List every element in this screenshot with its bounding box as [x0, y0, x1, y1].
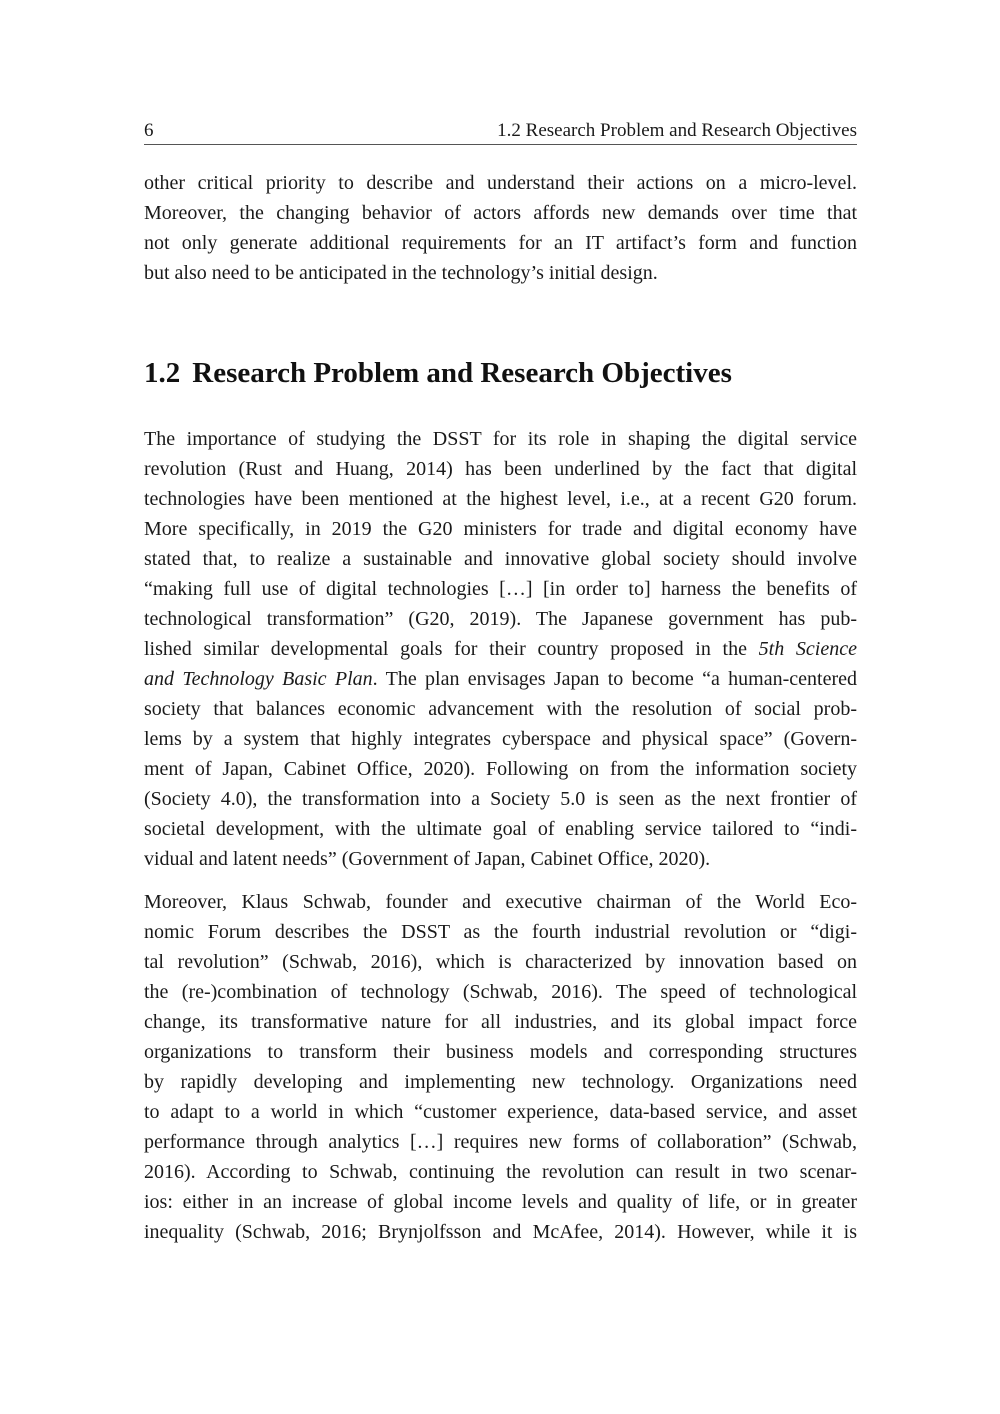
text-line: ios: either in an increase of global income levels and quality of life, or in greater: [144, 1191, 857, 1213]
text-line: More specifically, in 2019 the G20 ministers for trade and digital economy have: [144, 518, 857, 540]
text-line: societal development, with the ultimate goal of enabling service tailored to “indi-: [144, 818, 857, 840]
text-line: revolution (Rust and Huang, 2014) has been underlined by the fact that digital: [144, 458, 857, 480]
header-rule: [144, 144, 857, 145]
plan-title-italic: 5th Science: [758, 638, 857, 660]
text-line: organizations to transform their business models and corresponding structures: [144, 1041, 857, 1063]
text-line: stated that, to realize a sustainable and innovative global society should involve: [144, 548, 857, 570]
text-line: [144, 634, 857, 664]
text-line: change, its transformative nature for all industries, and its global impact force: [144, 1011, 857, 1033]
text-line: 2016). According to Schwab, continuing the revolution can result in two scenar-: [144, 1161, 857, 1183]
plan-title-italic: and Technology Basic Plan: [144, 668, 373, 690]
text-line: but also need to be anticipated in the technology’s initial design.: [144, 262, 658, 284]
text-line: ment of Japan, Cabinet Office, 2020). Following on from the information society: [144, 758, 857, 780]
text-run: lished similar developmental goals for their country proposed in the: [144, 638, 759, 660]
text-line: The importance of studying the DSST for its role in shaping the digital service: [144, 428, 857, 450]
text-line: inequality (Schwab, 2016; Brynjolfsson and McAfee, 2014). However, while it is: [144, 1221, 857, 1243]
running-title: 1.2 Research Problem and Research Objectives: [497, 120, 857, 141]
section-heading: [144, 353, 732, 393]
text-line: (Society 4.0), the transformation into a Society 5.0 is seen as the next frontier of: [144, 788, 857, 810]
section-title: Research Problem and Research Objectives: [192, 357, 732, 389]
text-line: lems by a system that highly integrates cyberspace and physical space” (Govern-: [144, 728, 857, 750]
text-line: technological transformation” (G20, 2019). The Japanese government has pub-: [144, 608, 857, 630]
text-line: nomic Forum describes the DSST as the fourth industrial revolution or “digi-: [144, 921, 857, 943]
text-line: other critical priority to describe and understand their actions on a micro-level.: [144, 172, 857, 194]
running-header: [144, 118, 857, 144]
text-line: “making full use of digital technologies […] [in order to] harness the benefits of: [144, 578, 857, 600]
text-line: tal revolution” (Schwab, 2016), which is characterized by innovation based on: [144, 951, 857, 973]
text-line: [144, 664, 857, 694]
text-line: vidual and latent needs” (Government of Japan, Cabinet Office, 2020).: [144, 848, 711, 870]
text-line: Moreover, the changing behavior of actors affords new demands over time that: [144, 202, 857, 224]
page-number: 6: [144, 120, 154, 141]
text-line: to adapt to a world in which “customer experience, data-based service, and asset: [144, 1101, 857, 1123]
text-line: the (re-)combination of technology (Schwab, 2016). The speed of technological: [144, 981, 857, 1003]
text-line: technologies have been mentioned at the highest level, i.e., at a recent G20 forum.: [144, 488, 857, 510]
text-line: Moreover, Klaus Schwab, founder and executive chairman of the World Eco-: [144, 891, 857, 913]
text-line: performance through analytics […] requires new forms of collaboration” (Schwab,: [144, 1131, 857, 1153]
text-line: society that balances economic advancement with the resolution of social prob-: [144, 698, 857, 720]
text-line: not only generate additional requirements for an IT artifact’s form and function: [144, 232, 857, 254]
section-number: 1.2: [144, 357, 181, 389]
text-run: . The plan envisages Japan to become “a human-centered: [372, 668, 857, 690]
text-line: by rapidly developing and implementing new technology. Organizations need: [144, 1071, 857, 1093]
